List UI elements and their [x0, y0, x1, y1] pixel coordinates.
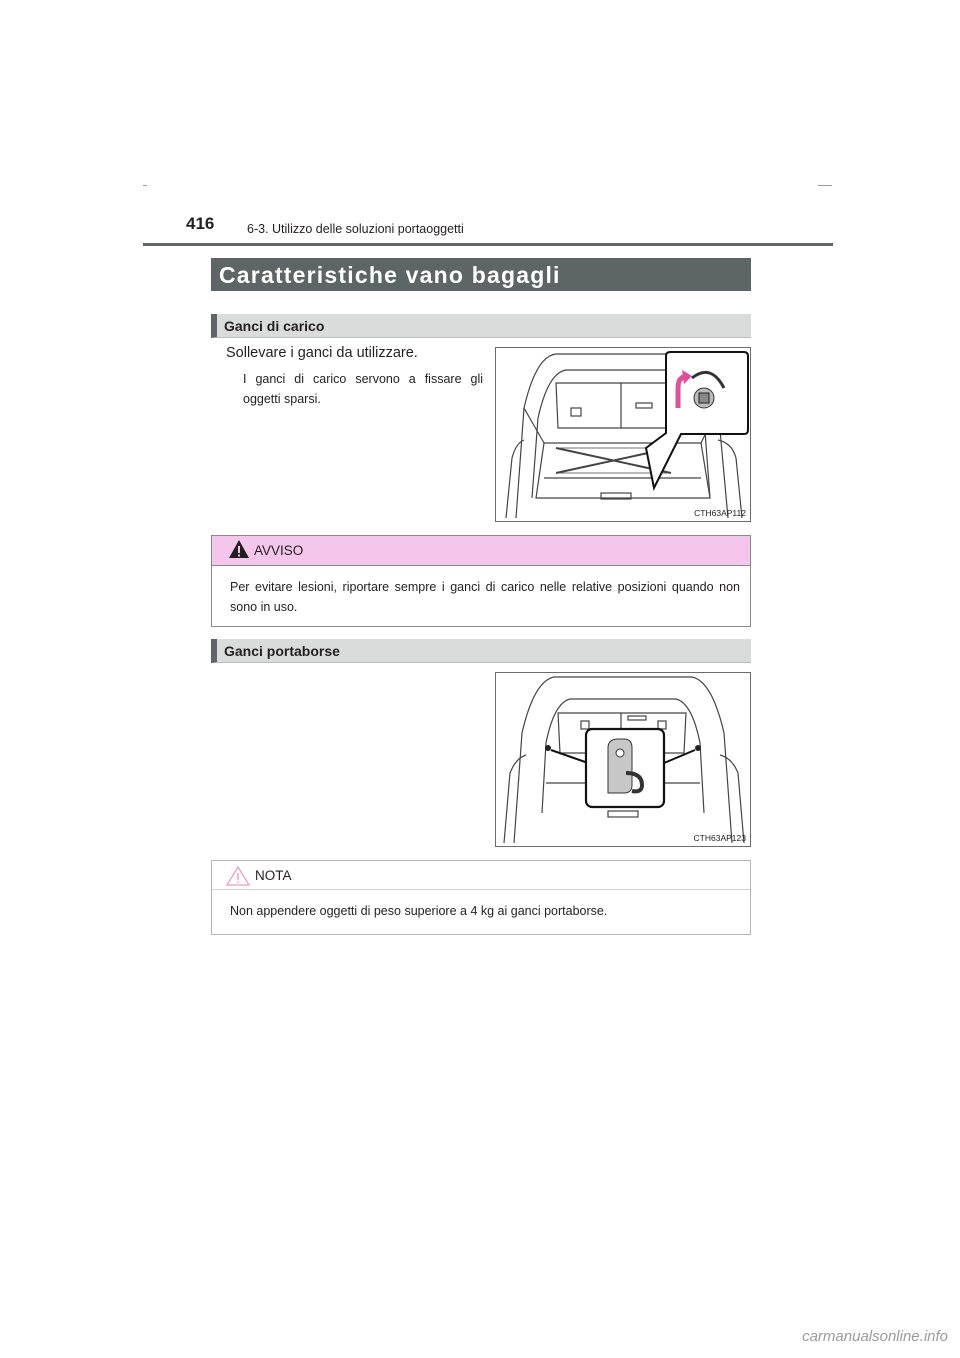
- bag-hooks-illustration: [496, 673, 751, 847]
- note-box: [211, 860, 751, 935]
- warning-triangle-icon: [228, 539, 250, 564]
- figure-code: CTH63AP112: [694, 508, 746, 518]
- crop-mark-left: [143, 185, 147, 186]
- warning-title: AVVISO: [254, 543, 304, 558]
- note-header: [212, 861, 750, 890]
- section-title: Caratteristiche vano bagagli: [219, 262, 561, 288]
- page-number: 416: [186, 214, 215, 233]
- crop-mark-right: [818, 185, 832, 186]
- luggage-area-illustration: [496, 348, 751, 522]
- warning-header: [212, 536, 750, 566]
- info-text: I ganci di carico servono a fissare gli oggetti sparsi.: [243, 372, 483, 406]
- warning-box: [211, 535, 751, 627]
- chapter-title: 6-3. Utilizzo delle soluzioni portaoggetti: [247, 222, 464, 236]
- note-title: NOTA: [255, 868, 292, 883]
- header-rule: [143, 243, 833, 246]
- subsection-title-ganci-portaborse: Ganci portaborse: [224, 643, 340, 659]
- watermark: carmanualsonline.info: [802, 1328, 948, 1345]
- note-text: Non appendere oggetti di peso superiore a 4 kg ai ganci portaborse.: [230, 904, 608, 918]
- subsection-title-ganci-carico: Ganci di carico: [224, 318, 325, 334]
- instruction-text: Sollevare i ganci da utilizzare.: [226, 345, 418, 361]
- figure-cargo-hooks: [495, 347, 751, 522]
- figure-bag-hooks: [495, 672, 751, 847]
- warning-text: Per evitare lesioni, riportare sempre i ganci di carico nelle relative posizioni quando non sono in uso.: [230, 580, 740, 614]
- figure-code: CTH63AP123: [693, 833, 746, 843]
- caution-triangle-outline-icon: [226, 866, 250, 891]
